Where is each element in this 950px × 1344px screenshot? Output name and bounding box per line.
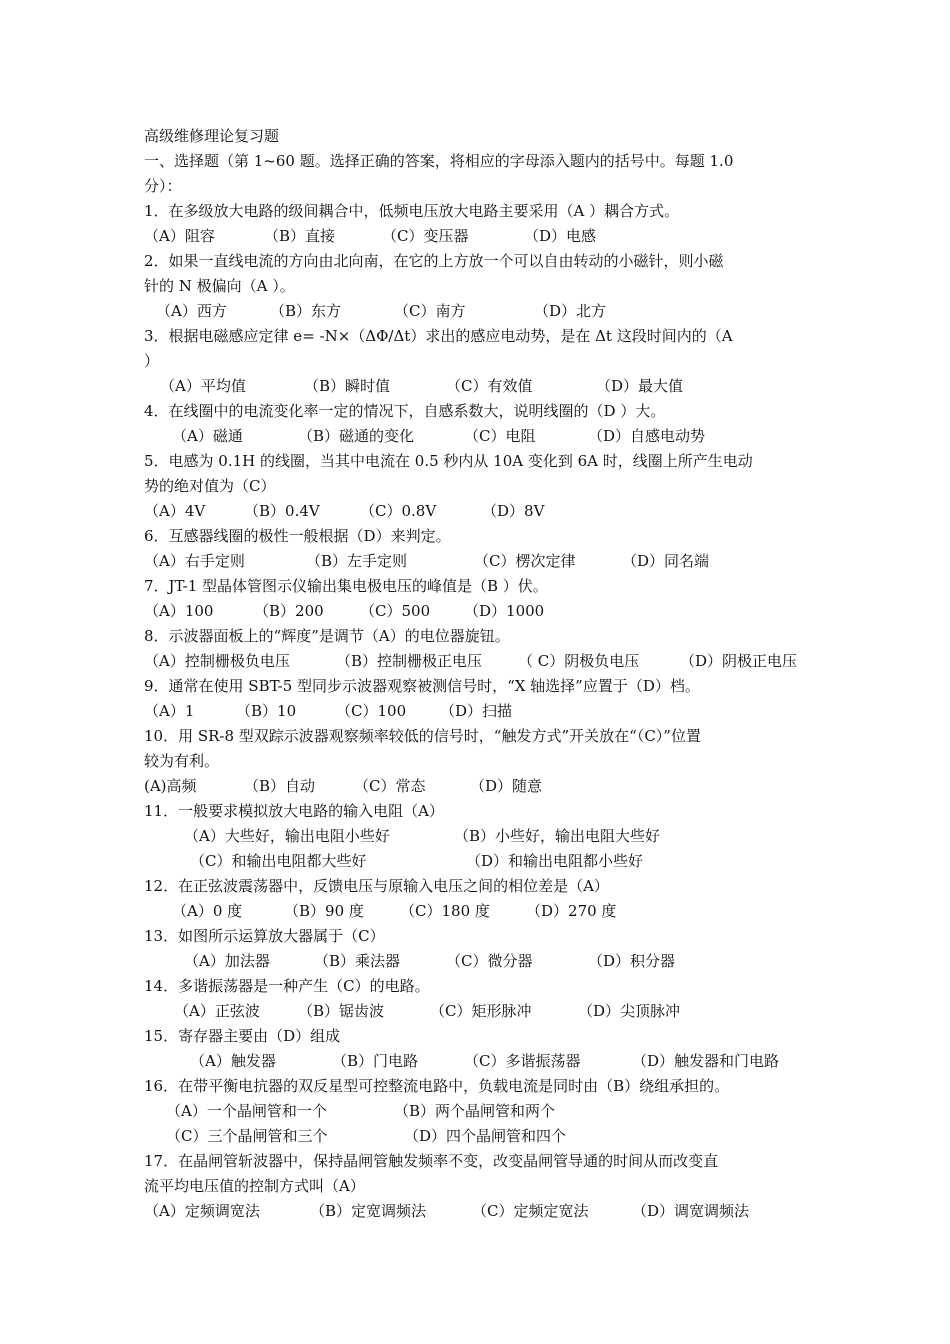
q4-option-b: （B）磁通的变化 bbox=[298, 427, 415, 445]
q6-option-c: （C）楞次定律 bbox=[474, 552, 576, 570]
q10-option-d: （D）随意 bbox=[470, 777, 543, 795]
question-3-line-1: 3．根据电磁感应定律 e= -N×（ΔΦ/Δt）求出的感应电动势，是在 Δt 这段时间内的（A bbox=[144, 327, 733, 345]
question-15: 15．寄存器主要由（D）组成 bbox=[144, 1027, 341, 1045]
q3-option-d: （D）最大值 bbox=[596, 377, 684, 395]
question-12: 12．在正弦波震荡器中，反馈电压与原输入电压之间的相位差是（A） bbox=[144, 877, 609, 895]
q8-option-c: （ C）阴极负电压 bbox=[518, 652, 640, 670]
question-17-line-1: 17．在晶闸管斩波器中，保持晶闸管触发频率不变，改变晶闸管导通的时间从而改变直 bbox=[144, 1152, 719, 1170]
q17-option-a: （A）定频调宽法 bbox=[144, 1202, 260, 1220]
q4-option-c: （C）电阻 bbox=[464, 427, 536, 445]
q12-option-d: （D）270 度 bbox=[526, 902, 617, 920]
q3-option-b: （B）瞬时值 bbox=[304, 377, 391, 395]
question-3-line-2: ） bbox=[144, 352, 160, 370]
q6-option-b: （B）左手定则 bbox=[306, 552, 408, 570]
q11-option-a: （A）大些好，输出电阻小些好 bbox=[184, 827, 390, 845]
section-heading-line-2: 分）： bbox=[144, 177, 182, 195]
q11-option-c: （C）和输出电阻都大些好 bbox=[190, 852, 367, 870]
q14-option-d: （D）尖顶脉冲 bbox=[578, 1002, 681, 1020]
q13-option-b: （B）乘法器 bbox=[314, 952, 401, 970]
q16-option-d: （D）四个晶闸管和四个 bbox=[404, 1127, 567, 1145]
question-2-line-2: 针的 N 极偏向（A ）。 bbox=[144, 277, 295, 295]
q4-option-d: （D）自感电动势 bbox=[588, 427, 706, 445]
q1-option-d: （D）电感 bbox=[524, 227, 597, 245]
q15-option-b: （B）门电路 bbox=[332, 1052, 419, 1070]
q5-option-d: （D）8V bbox=[482, 502, 545, 520]
q13-option-a: （A）加法器 bbox=[184, 952, 270, 970]
q15-option-d: （D）触发器和门电路 bbox=[632, 1052, 780, 1070]
q8-option-a: （A）控制栅极负电压 bbox=[144, 652, 290, 670]
q12-option-a: （A）0 度 bbox=[172, 902, 243, 920]
q7-option-b: （B）200 bbox=[254, 602, 324, 620]
q14-option-a: （A）正弦波 bbox=[174, 1002, 260, 1020]
q7-option-d: （D）1000 bbox=[464, 602, 545, 620]
q3-option-a: （A）平均值 bbox=[160, 377, 246, 395]
q7-option-c: （C）500 bbox=[360, 602, 431, 620]
q11-option-d: （D）和输出电阻都小些好 bbox=[466, 852, 644, 870]
q8-option-b: （B）控制栅极正电压 bbox=[336, 652, 483, 670]
q1-option-c: （C）变压器 bbox=[382, 227, 469, 245]
q9-option-a: （A）1 bbox=[144, 702, 195, 720]
question-16: 16．在带平衡电抗器的双反星型可控整流电路中，负载电流是同时由（B）绕组承担的。 bbox=[144, 1077, 730, 1095]
q12-option-b: （B）90 度 bbox=[284, 902, 364, 920]
q8-option-d: （D）阴极正电压 bbox=[680, 652, 798, 670]
q10-option-a: (A)高频 bbox=[144, 777, 197, 795]
question-8: 8．示波器面板上的“辉度”是调节（A）的电位器旋钮。 bbox=[144, 627, 510, 645]
q3-option-c: （C）有效值 bbox=[446, 377, 533, 395]
question-10-line-2: 较为有利。 bbox=[144, 752, 220, 770]
q4-option-a: （A）磁通 bbox=[172, 427, 243, 445]
q12-option-c: （C）180 度 bbox=[400, 902, 490, 920]
question-11: 11．一般要求模拟放大电路的输入电阻（A） bbox=[144, 802, 444, 820]
q9-option-b: （B）10 bbox=[236, 702, 297, 720]
q1-option-a: （A）阻容 bbox=[144, 227, 215, 245]
q15-option-c: （C）多谐振荡器 bbox=[464, 1052, 581, 1070]
q2-option-c: （C）南方 bbox=[394, 302, 466, 320]
q16-option-a: （A）一个晶闸管和一个 bbox=[166, 1102, 327, 1120]
question-9: 9．通常在使用 SBT-5 型同步示波器观察被测信号时，“X 轴选择”应置于（D）档。 bbox=[144, 677, 700, 695]
question-5-line-2: 势的绝对值为（C） bbox=[144, 477, 276, 495]
question-10-line-1: 10．用 SR-8 型双踪示波器观察频率较低的信号时，“触发方式”开关放在“（C）”位置 bbox=[144, 727, 701, 745]
q11-option-b: （B）小些好，输出电阻大些好 bbox=[454, 827, 661, 845]
q5-option-a: （A）4V bbox=[144, 502, 206, 520]
q17-option-c: （C）定频定宽法 bbox=[472, 1202, 589, 1220]
q5-option-b: （B）0.4V bbox=[244, 502, 320, 520]
section-heading-line-1: 一、选择题（第 1~60 题。选择正确的答案，将相应的字母添入题内的括号中。每题 1.0 bbox=[144, 152, 734, 170]
question-5-line-1: 5．电感为 0.1H 的线圈，当其中电流在 0.5 秒内从 10A 变化到 6A 时，线圈上所产生电动 bbox=[144, 452, 753, 470]
document-title: 高级维修理论复习题 bbox=[144, 127, 280, 145]
question-14: 14．多谐振荡器是一种产生（C）的电路。 bbox=[144, 977, 430, 995]
q5-option-c: （C）0.8V bbox=[360, 502, 437, 520]
question-6: 6．互感器线圈的极性一般根据（D）来判定。 bbox=[144, 527, 451, 545]
q6-option-a: （A）右手定则 bbox=[144, 552, 245, 570]
q9-option-d: （D）扫描 bbox=[440, 702, 513, 720]
question-4: 4．在线圈中的电流变化率一定的情况下，自感系数大，说明线圈的（D ）大。 bbox=[144, 402, 666, 420]
q10-option-b: （B）自动 bbox=[244, 777, 316, 795]
q2-option-d: （D）北方 bbox=[534, 302, 607, 320]
question-13: 13．如图所示运算放大器属于（C） bbox=[144, 927, 385, 945]
q7-option-a: （A）100 bbox=[144, 602, 214, 620]
q16-option-c: （C）三个晶闸管和三个 bbox=[166, 1127, 328, 1145]
q15-option-a: （A）触发器 bbox=[190, 1052, 276, 1070]
q6-option-d: （D）同名端 bbox=[622, 552, 710, 570]
q14-option-c: （C）矩形脉冲 bbox=[430, 1002, 532, 1020]
q17-option-d: （D）调宽调频法 bbox=[632, 1202, 750, 1220]
q10-option-c: （C）常态 bbox=[354, 777, 426, 795]
q1-option-b: （B）直接 bbox=[264, 227, 336, 245]
question-2-line-1: 2．如果一直线电流的方向由北向南，在它的上方放一个可以自由转动的小磁针，则小磁 bbox=[144, 252, 724, 270]
q13-option-c: （C）微分器 bbox=[446, 952, 533, 970]
q9-option-c: （C）100 bbox=[336, 702, 407, 720]
q13-option-d: （D）积分器 bbox=[588, 952, 676, 970]
q2-option-b: （B）东方 bbox=[270, 302, 342, 320]
question-1: 1．在多级放大电路的级间耦合中，低频电压放大电路主要采用（A ）耦合方式。 bbox=[144, 202, 680, 220]
question-7: 7．JT-1 型晶体管图示仪输出集电极电压的峰值是（B ）伏。 bbox=[144, 577, 548, 595]
question-17-line-2: 流平均电压值的控制方式叫（A） bbox=[144, 1177, 365, 1195]
q14-option-b: （B）锯齿波 bbox=[298, 1002, 385, 1020]
q16-option-b: （B）两个晶闸管和两个 bbox=[394, 1102, 556, 1120]
q17-option-b: （B）定宽调频法 bbox=[310, 1202, 427, 1220]
q2-option-a: （A）西方 bbox=[156, 302, 227, 320]
